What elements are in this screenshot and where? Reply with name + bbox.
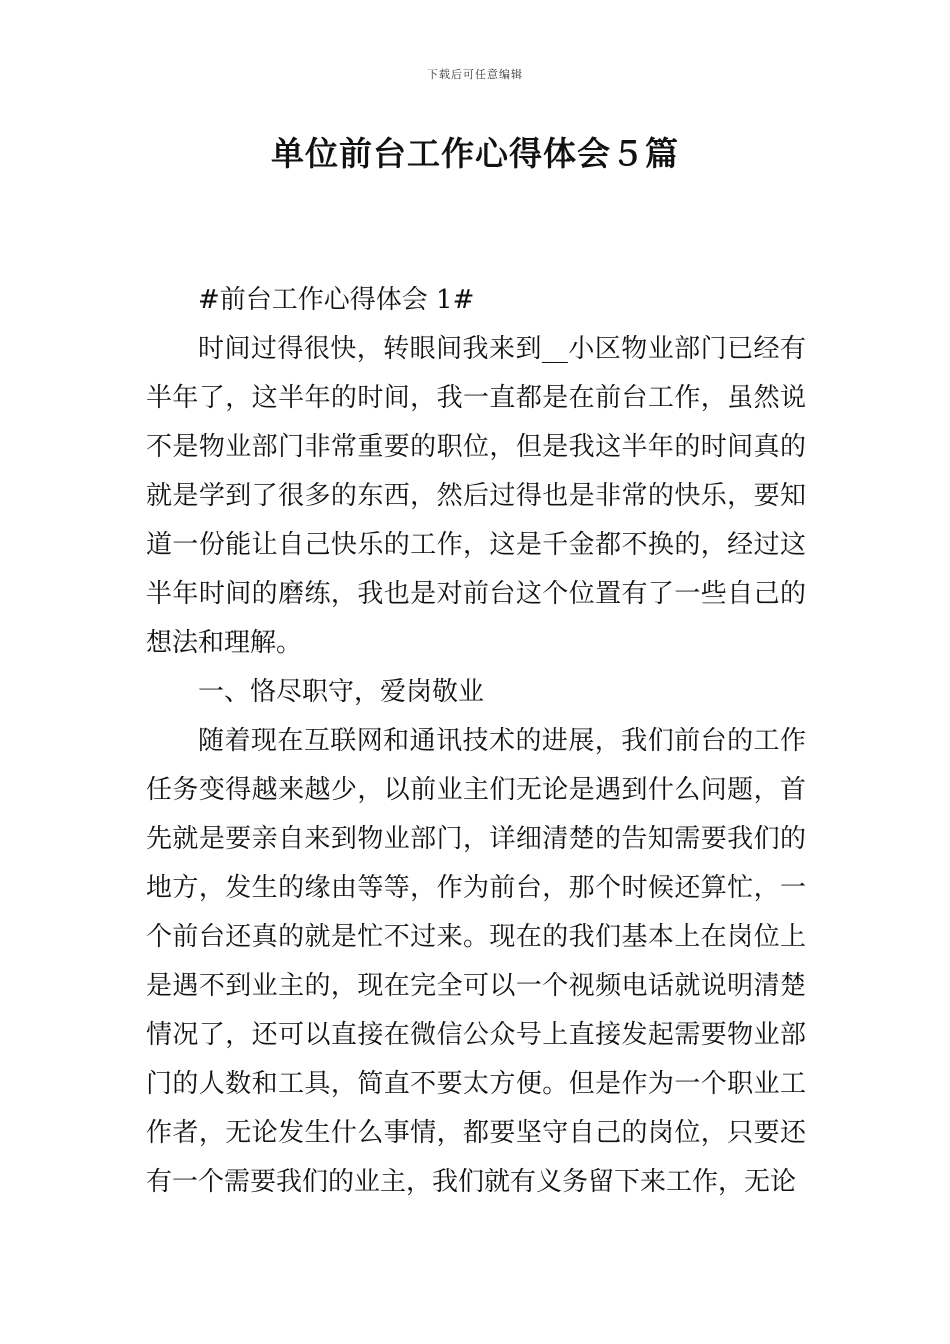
document-body (146, 276, 806, 1207)
header-note: 下载后可任意编辑 (427, 68, 523, 81)
paragraph: 随着现在互联网和通讯技术的进展，我们前台的工作任务变得越来越少，以前业主们无论是遇到什么问题，首先就是要亲自来到物业部门，详细清楚的告知需要我们的地方，发生的缘由等等，作为前台，那个时候还算忙，一个前台还真的就是忙不过来。现在的我们基本上在岗位上是遇不到业主的，现在完全可以一个视频电话就说明清楚情况了，还可以直接在微信公众号上直接发起需要物业部门的人数和工具，简直不要太方便。但是作为一个职业工作者，无论发生什么事情，都要坚守自己的岗位，只要还有一个需要我们的业主，我们就有义务留下来工作，无论 (146, 726, 806, 1197)
section-heading: #前台工作心得体会 1# (198, 285, 475, 315)
paragraph: 时间过得很快，转眼间我来到__小区物业部门已经有半年了，这半年的时间，我一直都是在前台工作，虽然说不是物业部门非常重要的职位，但是我这半年的时间真的就是学到了很多的东西，然后过得也是非常的快乐，要知道一份能让自己快乐的工作，这是千金都不换的，经过这半年时间的磨练，我也是对前台这个位置有了一些自己的想法和理解。 (146, 334, 806, 658)
document-title: 单位前台工作心得体会５篇 (271, 134, 679, 173)
subsection-heading: 一、恪尽职守，爱岗敬业 (198, 677, 485, 707)
